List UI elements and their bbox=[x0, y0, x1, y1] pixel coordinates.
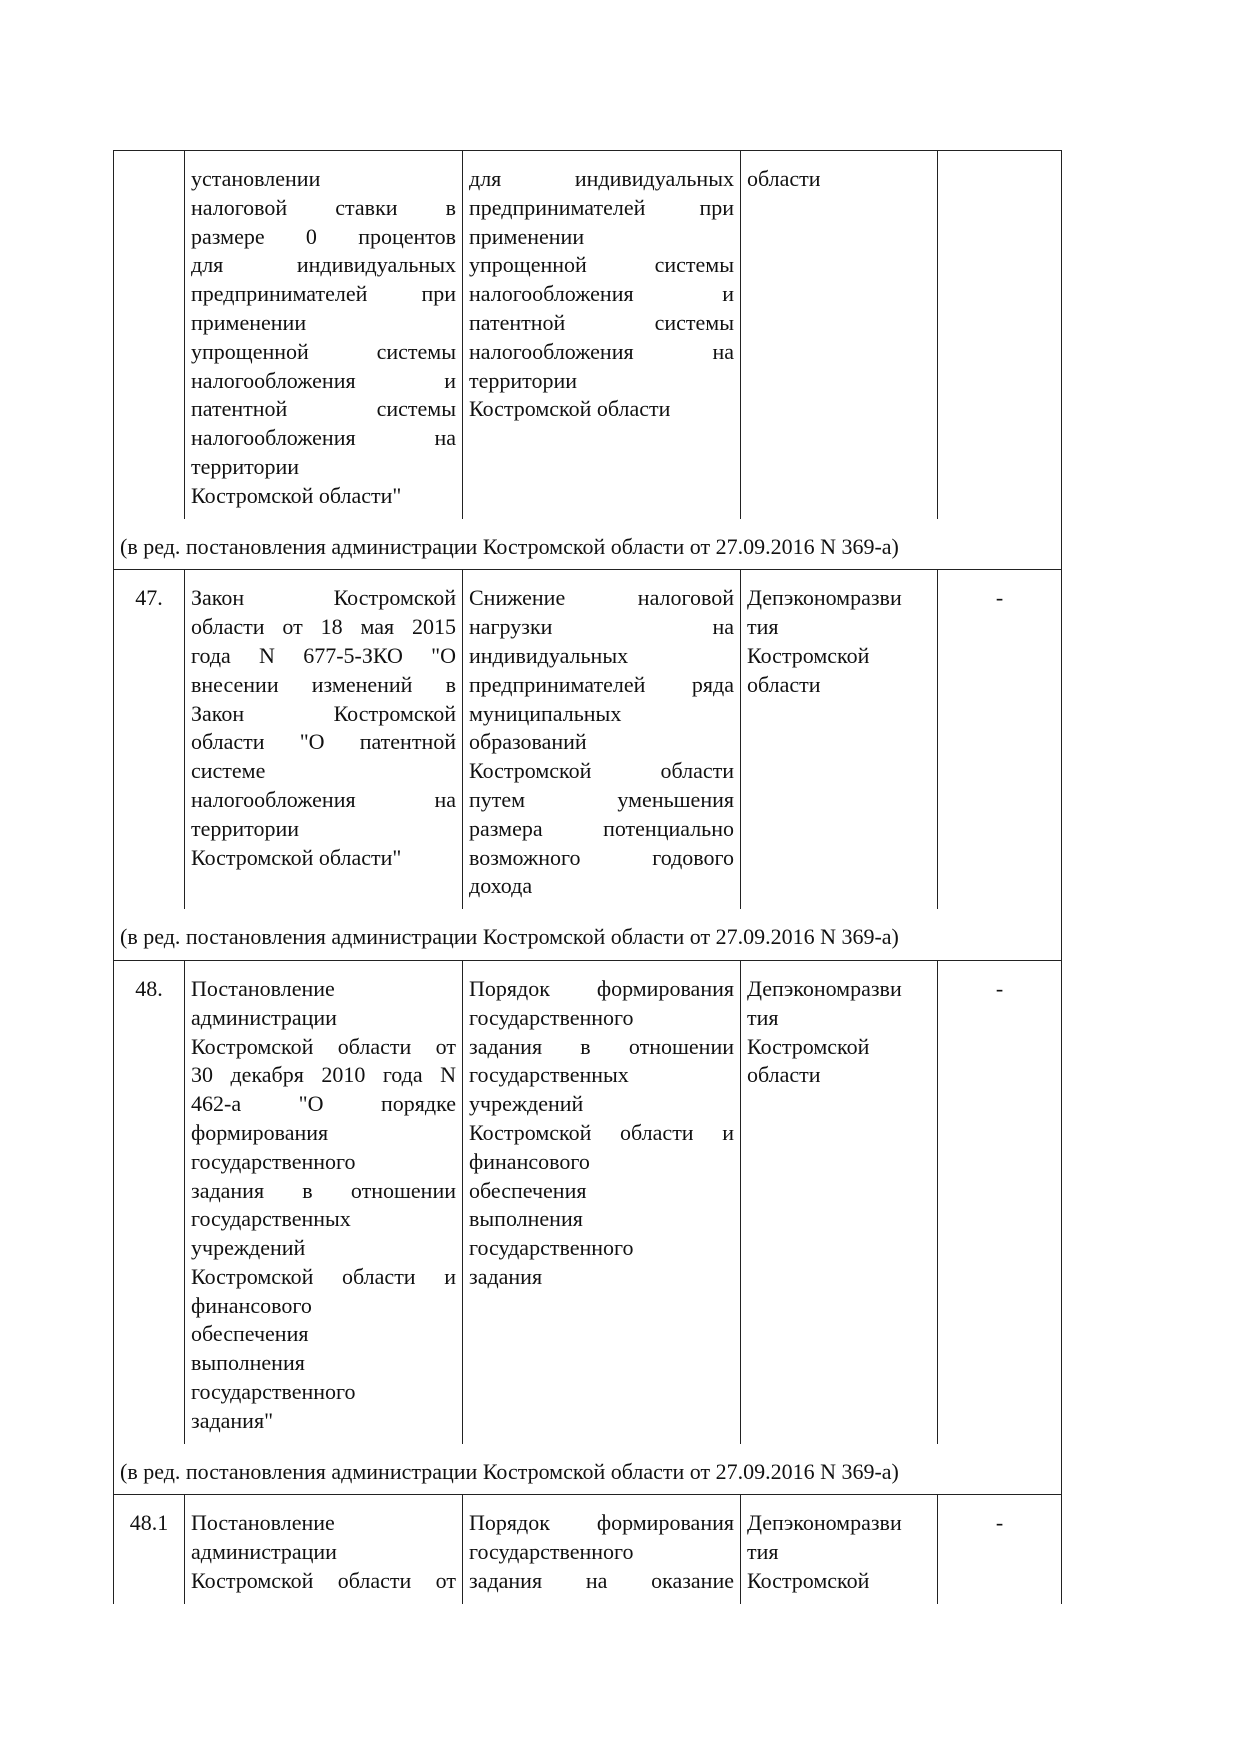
cell-text-line: налоговой ставки в bbox=[191, 194, 456, 220]
row-number-cell: 48.1 bbox=[114, 1495, 185, 1604]
cell-text-line: Закон Костромской bbox=[191, 700, 456, 726]
amendment-note: (в ред. постановления администрации Костромской области от 27.09.2016 N 369-а) bbox=[114, 519, 1062, 570]
cell-text-line: индивидуальных bbox=[469, 642, 629, 668]
cell-text-line: предпринимателей ряда bbox=[469, 671, 734, 697]
cell-text-line: налогообложения и bbox=[191, 367, 456, 393]
cell-text-line: предпринимателей при bbox=[469, 194, 734, 220]
table-row bbox=[114, 960, 1062, 1443]
cell-text-line: области "О патентной bbox=[191, 729, 456, 755]
amendment-note-row bbox=[114, 1444, 1062, 1495]
cell-text-line: территории bbox=[191, 453, 300, 479]
cell-text-line: тия bbox=[747, 1539, 779, 1565]
cell-text-line: Костромской области от bbox=[191, 1033, 456, 1059]
cell-text-line: учреждений bbox=[191, 1235, 306, 1261]
cell-text-line: государственных bbox=[191, 1206, 351, 1232]
row-number-cell: 48. bbox=[114, 960, 185, 1443]
cell-text-line: территории bbox=[191, 815, 300, 841]
table-row bbox=[114, 1495, 1062, 1604]
cell-text-line: Костромской области и bbox=[191, 1263, 456, 1289]
cell-text-line: Костромской области от bbox=[191, 1568, 456, 1594]
legal-act-cell bbox=[185, 570, 463, 909]
cell-text-line: администрации bbox=[191, 1539, 337, 1565]
cell-text-line: налогообложения на bbox=[191, 786, 456, 812]
amendment-note: (в ред. постановления администрации Костромской области от 27.09.2016 N 369-а) bbox=[114, 1444, 1062, 1495]
cell-text-line: Костромской области" bbox=[191, 482, 402, 508]
cell-text-line: Постановление bbox=[191, 975, 335, 1001]
cell-text-line: Депэкономразви bbox=[747, 585, 902, 611]
cell-text-line: области bbox=[747, 671, 821, 697]
table-body bbox=[114, 151, 1062, 1604]
legal-act-cell bbox=[185, 151, 463, 519]
cell-text-line: задания" bbox=[191, 1407, 274, 1433]
cell-text-line: Депэкономразви bbox=[747, 1510, 902, 1536]
cell-text-line: учреждений bbox=[469, 1091, 584, 1117]
notes-cell bbox=[938, 151, 1062, 519]
row-number-cell: 47. bbox=[114, 570, 185, 909]
cell-text-line: государственного bbox=[191, 1379, 356, 1405]
cell-text-line: образований bbox=[469, 729, 587, 755]
cell-text-line: системе bbox=[191, 758, 266, 784]
cell-text-line: задания в отношении bbox=[191, 1177, 456, 1203]
cell-text-line: задания на оказание bbox=[469, 1568, 734, 1594]
cell-text-line: упрощенной системы bbox=[469, 252, 734, 278]
cell-text-line: Депэкономразви bbox=[747, 975, 902, 1001]
cell-text-line: задания в отношении bbox=[469, 1033, 734, 1059]
amendment-note: (в ред. постановления администрации Костромской области от 27.09.2016 N 369-а) bbox=[114, 909, 1062, 960]
cell-text-line: налогообложения на bbox=[469, 338, 734, 364]
cell-text-line: Постановление bbox=[191, 1510, 335, 1536]
cell-text-line: области bbox=[747, 1062, 821, 1088]
cell-text-line: внесении изменений в bbox=[191, 671, 456, 697]
cell-text-line: применении bbox=[191, 309, 307, 335]
cell-text-line: для индивидуальных bbox=[191, 252, 456, 278]
purpose-cell bbox=[463, 570, 741, 909]
legal-act-cell bbox=[185, 1495, 463, 1604]
cell-text-line: государственных bbox=[469, 1062, 629, 1088]
amendment-note-row bbox=[114, 909, 1062, 960]
cell-text-line: путем уменьшения bbox=[469, 786, 734, 812]
cell-text-line: государственного bbox=[469, 1539, 634, 1565]
cell-text-line: государственного bbox=[191, 1148, 356, 1174]
cell-text-line: выполнения bbox=[191, 1350, 305, 1376]
responsible-body-cell bbox=[741, 960, 938, 1443]
notes-cell: - bbox=[938, 570, 1062, 909]
cell-text-line: Закон Костромской bbox=[191, 585, 456, 611]
cell-text-line: формирования bbox=[191, 1119, 329, 1145]
cell-text-line: Костромской области и bbox=[469, 1119, 734, 1145]
cell-text-line: Костромской области" bbox=[191, 844, 402, 870]
purpose-cell bbox=[463, 1495, 741, 1604]
cell-text-line: выполнения bbox=[469, 1206, 583, 1232]
cell-text-line: обеспечения bbox=[469, 1177, 587, 1203]
responsible-body-cell bbox=[741, 1495, 938, 1604]
cell-text-line: тия bbox=[747, 614, 779, 640]
cell-text-line: государственного bbox=[469, 1235, 634, 1261]
cell-text-line: патентной системы bbox=[191, 396, 456, 422]
cell-text-line: возможного годового bbox=[469, 844, 734, 870]
cell-text-line: муниципальных bbox=[469, 700, 622, 726]
cell-text-line: Костромской bbox=[747, 1033, 870, 1059]
cell-text-line: Костромской области bbox=[469, 758, 734, 784]
cell-text-line: налогообложения на bbox=[191, 425, 456, 451]
purpose-cell bbox=[463, 960, 741, 1443]
cell-text-line: Костромской bbox=[747, 1568, 870, 1594]
cell-text-line: нагрузки на bbox=[469, 614, 734, 640]
notes-cell: - bbox=[938, 960, 1062, 1443]
cell-text-line: размере 0 процентов bbox=[191, 223, 456, 249]
legal-act-cell bbox=[185, 960, 463, 1443]
cell-text-line: задания bbox=[469, 1263, 543, 1289]
cell-text-line: 462-а "О порядке bbox=[191, 1091, 456, 1117]
cell-text-line: Порядок формирования bbox=[469, 975, 734, 1001]
cell-text-line: территории bbox=[469, 367, 578, 393]
responsible-body-cell bbox=[741, 570, 938, 909]
cell-text-line: года N 677-5-ЗКО "О bbox=[191, 642, 456, 668]
cell-text-line: дохода bbox=[469, 873, 533, 899]
cell-text-line: упрощенной системы bbox=[191, 338, 456, 364]
cell-text-line: администрации bbox=[191, 1004, 337, 1030]
cell-text-line: Костромской области bbox=[469, 396, 671, 422]
cell-text-line: патентной системы bbox=[469, 309, 734, 335]
cell-text-line: области bbox=[747, 166, 821, 191]
cell-text-line: 30 декабря 2010 года N bbox=[191, 1062, 456, 1088]
cell-text-line: предпринимателей при bbox=[191, 281, 456, 307]
cell-text-line: Костромской bbox=[747, 642, 870, 668]
amendment-note-row bbox=[114, 519, 1062, 570]
cell-text-line: применении bbox=[469, 223, 585, 249]
cell-text-line: обеспечения bbox=[191, 1321, 309, 1347]
cell-text-line: установлении bbox=[191, 166, 321, 191]
cell-text-line: области от 18 мая 2015 bbox=[191, 614, 456, 640]
cell-text-line: финансового bbox=[469, 1148, 590, 1174]
table-row bbox=[114, 570, 1062, 909]
cell-text-line: для индивидуальных bbox=[469, 166, 734, 191]
document-table bbox=[113, 150, 1062, 1604]
notes-cell: - bbox=[938, 1495, 1062, 1604]
cell-text-line: Снижение налоговой bbox=[469, 585, 734, 611]
row-number-cell bbox=[114, 151, 185, 519]
cell-text-line: финансового bbox=[191, 1292, 312, 1318]
purpose-cell bbox=[463, 151, 741, 519]
cell-text-line: налогообложения и bbox=[469, 281, 734, 307]
cell-text-line: тия bbox=[747, 1004, 779, 1030]
cell-text-line: Порядок формирования bbox=[469, 1510, 734, 1536]
table-row bbox=[114, 151, 1062, 519]
responsible-body-cell bbox=[741, 151, 938, 519]
cell-text-line: государственного bbox=[469, 1004, 634, 1030]
cell-text-line: размера потенциально bbox=[469, 815, 734, 841]
